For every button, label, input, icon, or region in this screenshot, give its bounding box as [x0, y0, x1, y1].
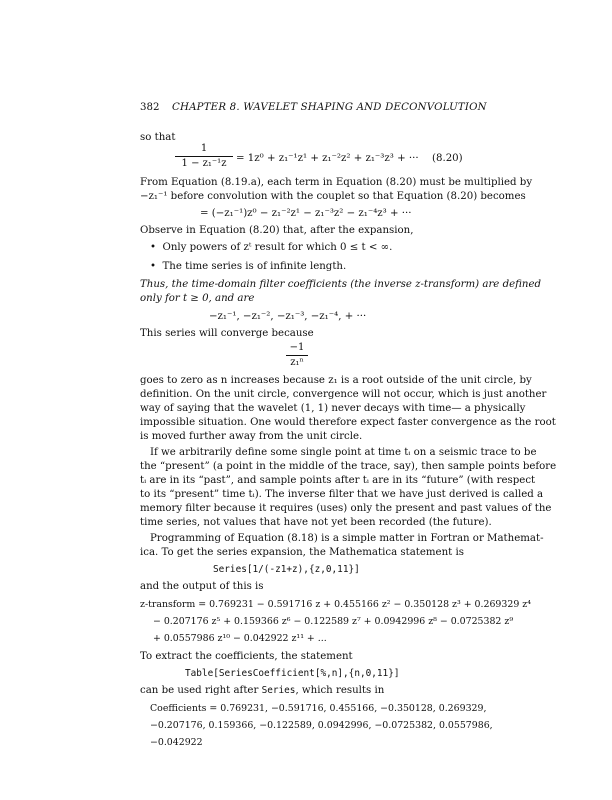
ztransform-line: z-transform = 0.769231 − 0.591716 z + 0.455166 z² − 0.350128 z³ + 0.269329 z⁴ — [140, 599, 531, 610]
bullet-glyph: • — [150, 261, 163, 272]
running-title: CHAPTER 8. WAVELET SHAPING AND DECONVOLUTION — [172, 102, 487, 113]
page-number: 382 — [140, 102, 160, 113]
paragraph-line: tᵢ are in its “past”, and sample points after tᵢ are in its “future” (with respect — [140, 475, 536, 486]
paragraph-line: and the output of this is — [140, 581, 264, 592]
paragraph-line: definition. On the unit circle, convergence will not occur, which is just another — [140, 389, 547, 400]
ztransform-line: + 0.0557986 z¹⁰ − 0.042922 z¹¹ + ... — [153, 633, 327, 644]
eq-denominator: 1 − z₁⁻¹z — [181, 158, 227, 169]
code-series-statement: Series[1/(-z1+z),{z,0,11}] — [213, 564, 360, 575]
paragraph-line: time series, not values that have not yet been recorded (the future). — [140, 517, 492, 528]
equation-8-20-fraction — [175, 143, 233, 170]
fraction-bar — [175, 156, 233, 157]
theorem-line: Thus, the time-domain filter coefficients (the inverse z-transform) are defined — [140, 279, 542, 290]
frac-denominator: z₁ⁿ — [290, 357, 304, 368]
bullet-item — [150, 241, 392, 254]
theorem-line: only for t ≥ 0, and are — [140, 293, 255, 304]
equation-8-20-rhs: = 1z⁰ + z₁⁻¹z¹ + z₁⁻²z² + z₁⁻³z³ + ··· — [236, 153, 419, 164]
paragraph-line: memory filter because it requires (uses) only the present and past values of the — [140, 503, 552, 514]
paragraph-line: From Equation (8.19.a), each term in Equation (8.20) must be multiplied by — [140, 177, 533, 188]
coefficient-series: −z₁⁻¹, −z₁⁻², −z₁⁻³, −z₁⁻⁴, + ··· — [209, 311, 367, 322]
coefficients-line: Coefficients = 0.769231, −0.591716, 0.455166, −0.350128, 0.269329, — [150, 703, 487, 714]
coefficients-line: −0.042922 — [150, 737, 203, 748]
so-that-text: so that — [140, 132, 176, 143]
bullet-glyph: • — [150, 242, 163, 253]
equation-becomes: = (−z₁⁻¹)z⁰ − z₁⁻²z¹ − z₁⁻³z² − z₁⁻⁴z³ + ··· — [200, 208, 412, 219]
paragraph-line: To extract the coefficients, the statement — [140, 651, 353, 662]
paragraph-line: the “present” (a point in the middle of the trace, say), then sample points before — [140, 461, 557, 472]
paragraph-line: is moved further away from the unit circle. — [140, 431, 363, 442]
paragraph-line: goes to zero as n increases because z₁ is a root outside of the unit circle, by — [140, 375, 532, 386]
paragraph-line: way of saying that the wavelet (1, 1) never decays with time— a physically — [140, 403, 526, 414]
paragraph-line: to its “present” time tᵢ). The inverse filter that we have just derived is called a — [140, 489, 544, 500]
convergence-fraction — [286, 342, 308, 369]
paragraph-line: If we arbitrarily define some single point at time tᵢ on a seismic trace to be — [150, 447, 537, 458]
paragraph-line: This series will converge because — [140, 328, 314, 339]
paragraph-line: −z₁⁻¹ before convolution with the couplet so that Equation (8.20) becomes — [140, 191, 526, 202]
equation-number: (8.20) — [432, 153, 463, 164]
paragraph-line: Observe in Equation (8.20) that, after the expansion, — [140, 225, 414, 236]
text-fragment: can be used right after — [140, 685, 262, 696]
frac-numerator: −1 — [289, 342, 305, 353]
ztransform-line: − 0.207176 z⁵ + 0.159366 z⁶ − 0.122589 z⁷ + 0.0942996 z⁸ − 0.0725382 z⁹ — [153, 616, 514, 627]
paragraph-line: ica. To get the series expansion, the Mathematica statement is — [140, 547, 464, 558]
inline-code: Series — [261, 685, 296, 696]
code-table-statement: Table[SeriesCoefficient[%,n],{n,0,11}] — [185, 668, 400, 679]
bullet-item — [150, 260, 346, 273]
fraction-bar — [286, 355, 308, 356]
coefficients-line: −0.207176, 0.159366, −0.122589, 0.0942996, −0.0725382, 0.0557986, — [150, 720, 493, 731]
paragraph-line: impossible situation. One would therefore expect faster convergence as the root — [140, 417, 556, 428]
bullet-text: The time series is of infinite length. — [162, 261, 347, 272]
eq-numerator: 1 — [200, 143, 208, 154]
paragraph-line — [140, 684, 384, 697]
paragraph-line: Programming of Equation (8.18) is a simple matter in Fortran or Mathemat- — [150, 533, 544, 544]
bullet-text: Only powers of zᵗ result for which 0 ≤ t < ∞. — [162, 242, 393, 253]
text-fragment: , which results in — [295, 685, 385, 696]
